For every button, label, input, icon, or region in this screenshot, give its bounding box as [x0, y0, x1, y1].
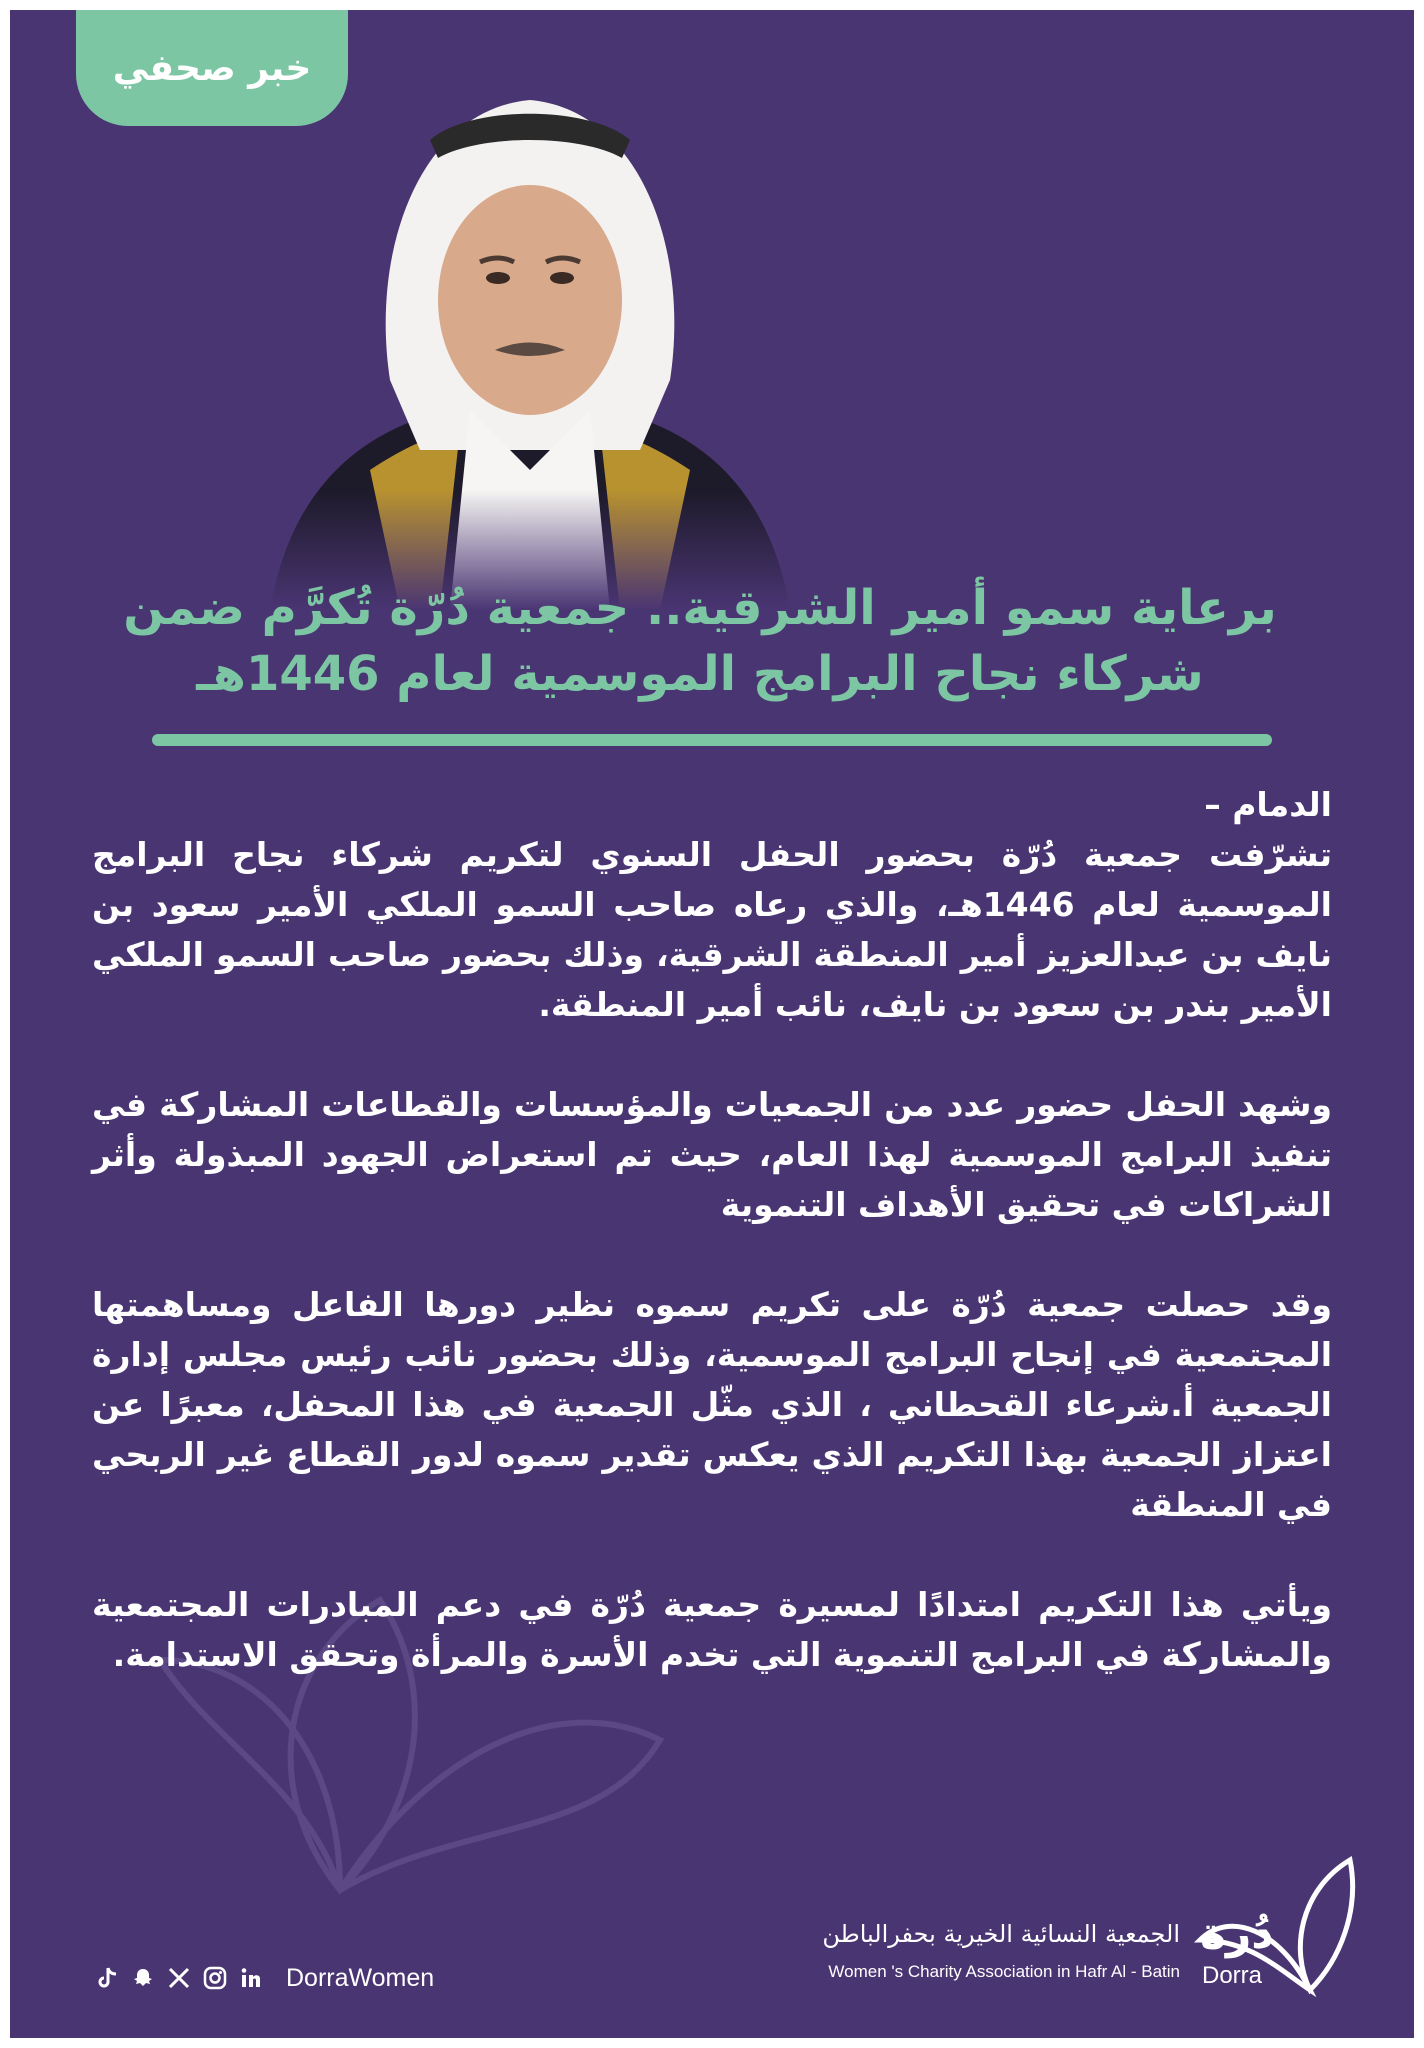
- headline-divider: [152, 734, 1272, 746]
- logo-text-english: Dorra: [1202, 1962, 1263, 1989]
- headline: [110, 575, 1290, 707]
- news-card: [10, 10, 1414, 2038]
- org-name-english: Women 's Charity Association in Hafr Al - Batin: [828, 1962, 1180, 1981]
- article-paragraph: وقد حصلت جمعية دُرّة على تكريم سموه نظير دورها الفاعل ومساهمتها المجتمعية في إنجاح البرامج الموسمية، وذلك بحضور نائب رئيس مجلس إدارة الجمعية أ.شرعاء القحطاني ، الذي مثّل الجمعية في هذا المحفل، معبرًا عن اعتزاز الجمعية بهذا التكريم الذي يعكس تقدير سموه لدور القطاع غير الربحي في المنطقة: [92, 1285, 1332, 1524]
- article-paragraph: ويأتي هذا التكريم امتدادًا لمسيرة جمعية دُرّة في دعم المبادرات المجتمعية والمشاركة في البرامج التنموية التي تخدم الأسرة والمرأة وتحقق الاستدامة.: [92, 1585, 1332, 1674]
- x-icon[interactable]: [166, 1965, 192, 1991]
- linkedin-icon[interactable]: [238, 1965, 264, 1991]
- instagram-icon[interactable]: [202, 1965, 228, 1991]
- headline-line-1: برعاية سمو أمير الشرقية.. جمعية دُرّة تُكرَّم ضمن: [123, 580, 1277, 636]
- article-body: [92, 780, 1332, 1730]
- portrait-image: [250, 50, 810, 610]
- snapchat-icon[interactable]: [130, 1965, 156, 1991]
- article-paragraph: تشرّفت جمعية دُرّة بحضور الحفل السنوي لتكريم شركاء نجاح البرامج الموسمية لعام 1446هـ، والذي رعاه صاحب السمو الملكي الأمير سعود بن نايف بن عبدالعزيز أمير المنطقة الشرقية، وذلك بحضور صاحب السمو الملكي الأمير بندر بن سعود بن نايف، نائب أمير المنطقة.: [92, 835, 1332, 1024]
- article-paragraph: وشهد الحفل حضور عدد من الجمعيات والمؤسسات والقطاعات المشاركة في تنفيذ البرامج الموسمية لهذا العام، حيث تم استعراض الجهود المبذولة وأثر الشراكات في تحقيق الأهداف التنموية: [92, 1085, 1332, 1224]
- social-links: [94, 1958, 434, 1998]
- logo-text-arabic: دُرة: [1200, 1908, 1274, 1959]
- organization-name: [780, 1920, 1180, 1982]
- org-name-arabic: الجمعية النسائية الخيرية بحفرالباطن: [822, 1920, 1180, 1948]
- dateline: الدمام –: [1204, 785, 1332, 824]
- badge-label: خبر صحفي: [112, 47, 312, 89]
- headline-line-2: شركاء نجاح البرامج الموسمية لعام 1446هـ: [196, 646, 1204, 702]
- tiktok-icon[interactable]: [94, 1965, 120, 1991]
- social-handle[interactable]: DorraWomen: [286, 1963, 435, 1992]
